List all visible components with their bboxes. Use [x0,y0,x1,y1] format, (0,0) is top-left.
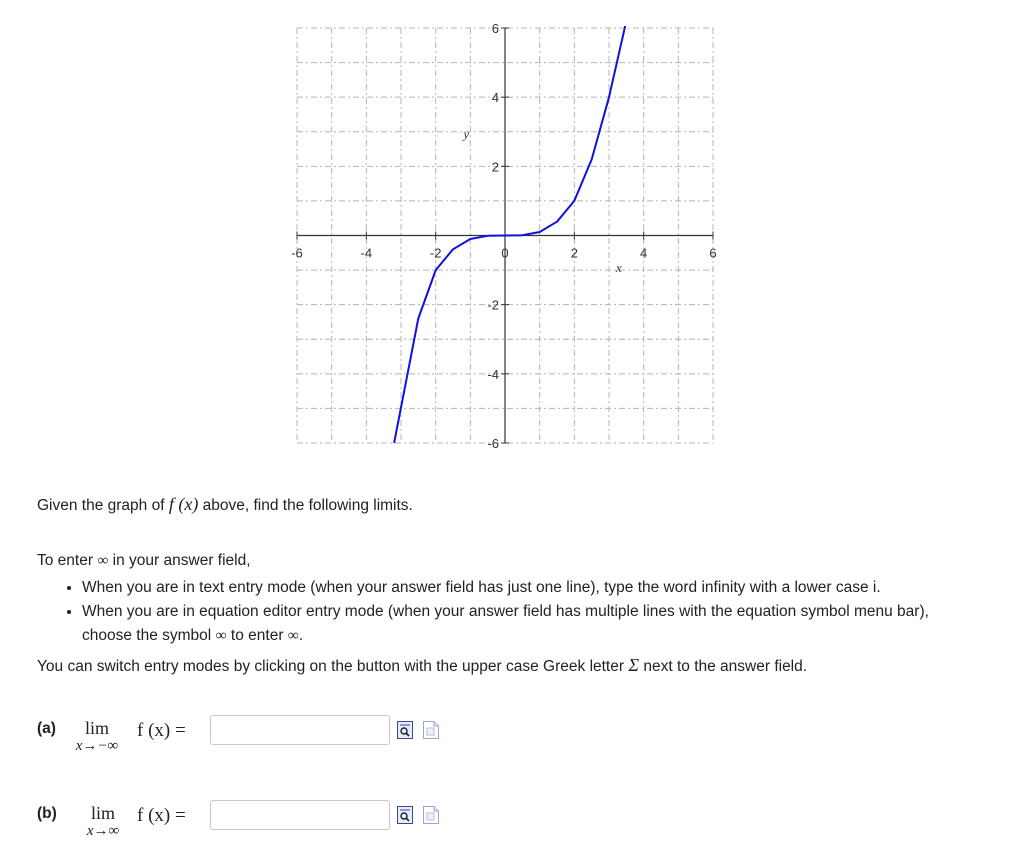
given-instruction: Given the graph of f (x) above, find the following limits. [37,494,413,514]
preview-icon[interactable] [397,806,413,824]
x-tick-label: -4 [360,245,373,261]
y-axis-label: y [463,126,470,142]
y-tick-label: -4 [487,366,499,382]
x-axis-label: x [615,259,622,275]
help-document-icon[interactable] [423,806,439,824]
given-fx: f (x) [168,494,199,514]
infinity-instruction-intro: To enter ∞ in your answer field, [37,552,251,569]
switch-mode-instruction: You can switch entry modes by clicking on the button with the upper case Greek letter Σ next to the answer field. [37,655,808,675]
x-tick-label: 4 [640,245,648,261]
help-document-icon[interactable] [423,721,439,739]
part-label: (b) [37,805,57,822]
sigma-symbol: Σ [628,655,640,675]
answer-input-a[interactable] [210,715,390,745]
y-tick-label: -2 [487,297,499,313]
y-tick-label: 4 [491,90,499,106]
instruction-list [62,576,982,648]
function-curve [394,21,626,443]
limit-expression: lim x→∞ [86,803,120,839]
x-tick-label: 2 [570,245,578,261]
list-item: • When you are in text entry mode (when your answer field has just one line), type the word infinity with a lower case i. [82,576,982,600]
answer-input-b[interactable] [210,800,390,830]
list-item: • When you are in equation editor entry mode (when your answer field has multiple lines with the equation symbol menu bar), choose the symbol ∞ to enter ∞. [82,600,982,648]
x-tick-label: -6 [291,245,303,261]
y-tick-label: 6 [491,21,499,36]
infinity-symbol: ∞ [97,552,109,569]
x-tick-label: 0 [501,245,509,261]
part-label: (a) [37,720,56,737]
function-graph [285,18,725,458]
function-label: f (x) = [137,720,186,741]
limit-expression: lim x→−∞ [75,718,119,754]
x-tick-label: 6 [709,245,717,261]
question-part-b [37,797,557,857]
y-tick-label: -6 [487,436,499,451]
function-label: f (x) = [137,805,186,826]
x-tick-label: -2 [429,245,442,261]
preview-icon[interactable] [397,721,413,739]
question-part-a [37,712,557,772]
y-tick-label: 2 [491,159,499,175]
